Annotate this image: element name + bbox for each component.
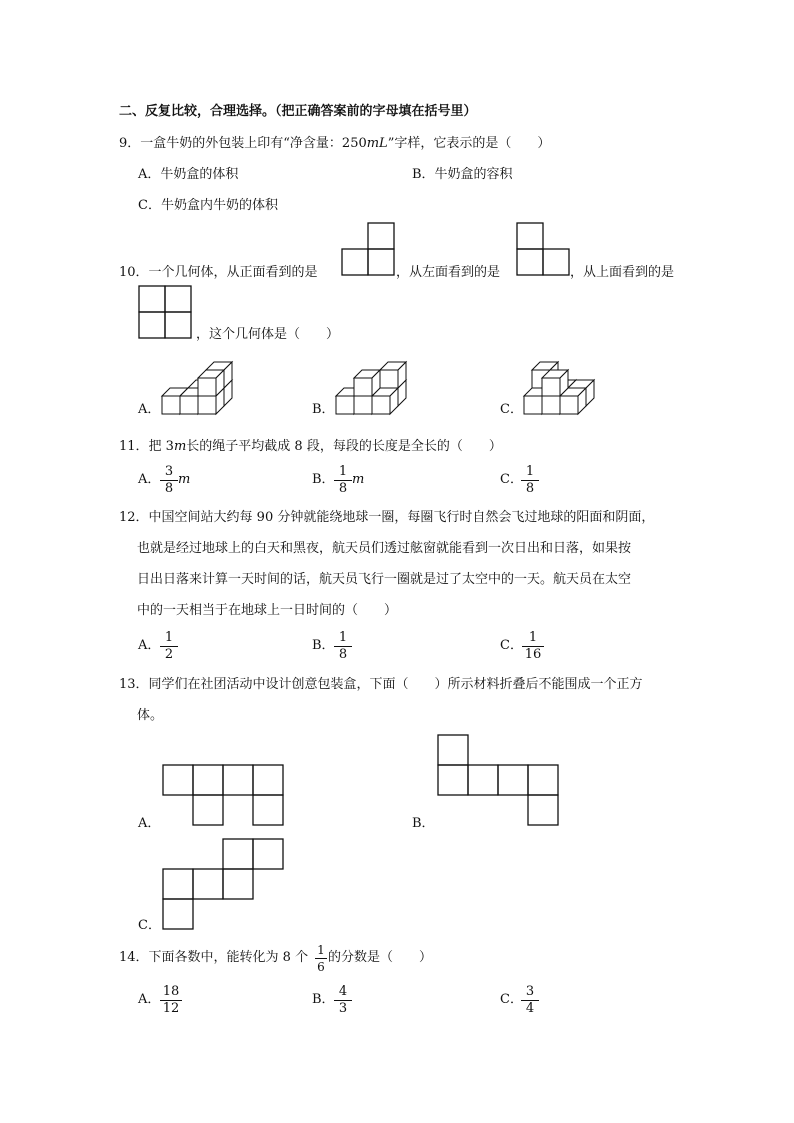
q11-option-a-unit: m	[178, 472, 191, 487]
q14-option-b-fraction[interactable]	[334, 985, 352, 1016]
q9-option-c[interactable]: C．牛奶盒内牛奶的体积	[138, 198, 278, 213]
q14-c-numerator: 3	[525, 984, 535, 999]
q14-a-numerator: 18	[162, 984, 180, 999]
q11-b-denominator: 8	[338, 481, 348, 496]
q10-stem-part4: ，这个几何体是（ ）	[196, 327, 340, 342]
q11-a-numerator: 3	[164, 464, 174, 479]
q10-stem-part1: 10．一个几何体，从正面看到的是	[119, 265, 318, 280]
q14-stem-fraction	[315, 943, 327, 974]
q11-option-b-unit: m	[352, 472, 365, 487]
q9-stem-post: ”字样，它表示的是（ ）	[387, 136, 551, 151]
q13-option-b-net[interactable]	[438, 735, 562, 829]
q12-b-denominator: 8	[338, 647, 348, 662]
q12-option-a-fraction[interactable]	[160, 631, 178, 662]
q11-unit: m	[173, 439, 187, 454]
q14-stem-numerator: 1	[317, 943, 325, 957]
q12-option-b-label[interactable]: B．	[312, 638, 335, 653]
q12-option-b-fraction[interactable]	[334, 631, 352, 662]
q12-option-a-label[interactable]: A．	[138, 638, 161, 653]
q12-a-denominator: 2	[164, 647, 174, 662]
section-title: 二、反复比较，合理选择。（把正确答案前的字母填在括号里）	[119, 104, 477, 119]
q13-option-b-label[interactable]: B．	[412, 816, 435, 831]
q10-option-b-label[interactable]: B．	[312, 402, 335, 417]
q14-b-denominator: 3	[338, 1001, 348, 1016]
q11-stem	[119, 439, 502, 455]
q14-option-c-fraction[interactable]	[521, 985, 539, 1016]
q10-stem-part3: ，从上面看到的是	[570, 265, 675, 280]
q12-stem-line2: 也就是经过地球上的白天和黑夜，航天员们透过舷窗就能看到一次日出和日落，如果按	[137, 541, 632, 556]
q10-option-c-label[interactable]: C．	[500, 402, 523, 417]
q11-c-denominator: 8	[525, 481, 535, 496]
q13-stem-line2: 体。	[137, 708, 164, 723]
q14-stem-denominator: 6	[317, 960, 325, 974]
q10-option-a-label[interactable]: A．	[138, 402, 161, 417]
q13-option-c-net[interactable]	[163, 839, 287, 933]
q13-stem-line1: 13．同学们在社团活动中设计创意包装盒，下面（ ）所示材料折叠后不能围成一个正方	[119, 677, 643, 692]
q11-c-numerator: 1	[525, 464, 535, 479]
q12-option-c-fraction[interactable]	[522, 631, 544, 662]
q11-option-a-fraction[interactable]	[160, 465, 178, 496]
q10-option-b-solid[interactable]	[334, 354, 396, 416]
q11-stem-pre: 11．把 3	[119, 439, 174, 454]
q14-b-numerator: 4	[338, 984, 348, 999]
q12-stem-line3: 日出日落来计算一天时间的话，航天员飞行一圈就是过了太空中的一天。航天员在太空	[137, 572, 632, 587]
q11-option-c-label[interactable]: C．	[500, 472, 523, 487]
q12-stem-line4: 中的一天相当于在地球上一日时间的（ ）	[137, 603, 398, 618]
q12-c-numerator: 1	[528, 630, 538, 645]
q10-option-c-solid[interactable]	[522, 354, 584, 416]
q14-option-b-label[interactable]: B．	[312, 992, 335, 1007]
q14-c-denominator: 4	[525, 1001, 535, 1016]
q12-c-denominator: 16	[524, 647, 542, 662]
q14-option-a-fraction[interactable]	[160, 985, 182, 1016]
q10-front-view	[342, 222, 396, 278]
q13-option-a-label[interactable]: A．	[138, 816, 161, 831]
q13-option-c-label[interactable]: C．	[138, 918, 161, 933]
q14-stem-post: 的分数是（ ）	[328, 950, 433, 965]
q14-a-denominator: 12	[162, 1001, 180, 1016]
q9-stem-pre: 9．一盒牛奶的外包装上印有“净含量：250	[119, 136, 367, 151]
q14-stem-pre: 14．下面各数中，能转化为 8 个	[119, 950, 309, 965]
q9-unit: mL	[366, 136, 388, 151]
q12-stem-line1: 12．中国空间站大约每 90 分钟就能绕地球一圈，每圈飞行时自然会飞过地球的阳面和阴面，	[119, 510, 655, 525]
q13-option-a-net[interactable]	[163, 765, 287, 829]
q11-option-b-fraction[interactable]	[334, 465, 352, 496]
q11-option-b-label[interactable]: B．	[312, 472, 335, 487]
q9-option-b[interactable]: B．牛奶盒的容积	[412, 167, 513, 182]
q11-option-c-fraction[interactable]	[521, 465, 539, 496]
q10-stem-part2: ，从左面看到的是	[396, 265, 501, 280]
q10-top-view	[138, 285, 194, 341]
q12-option-c-label[interactable]: C．	[500, 638, 523, 653]
q11-b-numerator: 1	[338, 464, 348, 479]
q10-left-view	[516, 222, 572, 278]
q9-option-a[interactable]: A．牛奶盒的体积	[138, 167, 239, 182]
q12-a-numerator: 1	[164, 630, 174, 645]
q14-option-a-label[interactable]: A．	[138, 992, 161, 1007]
q11-stem-post: 长的绳子平均截成 8 段，每段的长度是全长的（ ）	[186, 439, 502, 454]
q11-option-a-label[interactable]: A．	[138, 472, 161, 487]
q14-option-c-label[interactable]: C．	[500, 992, 523, 1007]
q11-a-denominator: 8	[164, 481, 174, 496]
q9-stem	[119, 136, 550, 152]
q10-option-a-solid[interactable]	[160, 354, 222, 416]
q12-b-numerator: 1	[338, 630, 348, 645]
